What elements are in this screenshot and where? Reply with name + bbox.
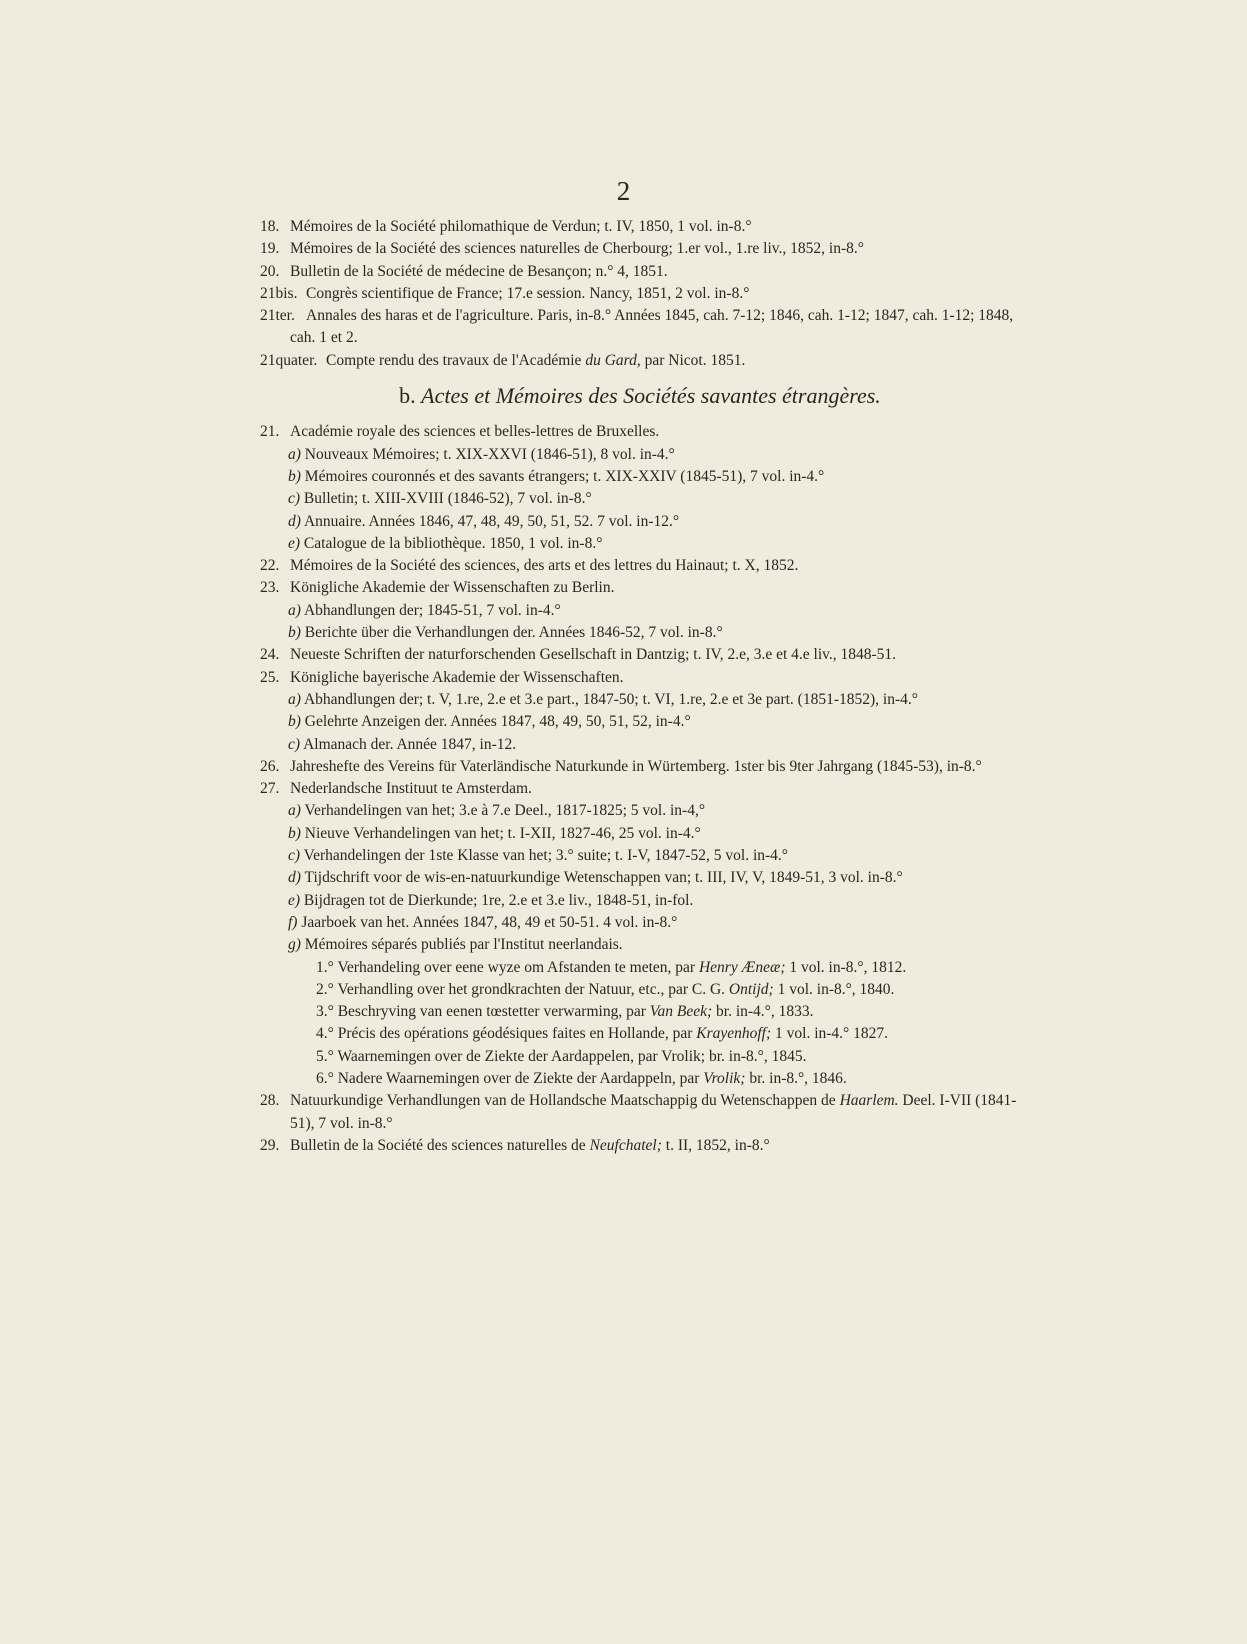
- section-label: b.: [399, 383, 416, 409]
- list-item: [260, 1090, 1020, 1135]
- entry-text: Bulletin de la Société des sciences naturelles de: [290, 1136, 590, 1154]
- sub-item: [260, 711, 1020, 733]
- sub-item: [260, 533, 1020, 555]
- sub-sub-number: 1.°: [316, 958, 334, 976]
- sub-sub-text: Précis des opérations géodésiques faites en Hollande, par: [337, 1025, 697, 1043]
- sub-sub-text: 1 vol. in-8.°, 1812.: [785, 958, 907, 976]
- sub-item: [260, 511, 1020, 533]
- sub-sub-number: 6.°: [316, 1069, 334, 1087]
- sub-letter: g): [288, 936, 301, 954]
- catalogue-list: [260, 216, 1020, 1157]
- sub-sub-text: Verhandling over het grondkrachten der Natuur, etc., par C. G.: [337, 980, 729, 998]
- entry-number: 25.: [260, 668, 280, 686]
- section-heading: [260, 385, 1020, 407]
- entry-number: 23.: [260, 579, 280, 597]
- author-name: Ontijd;: [728, 980, 774, 998]
- sub-sub-item: [260, 1001, 1020, 1023]
- sub-item: [260, 890, 1020, 912]
- sub-item: [260, 622, 1020, 644]
- list-item: [260, 778, 1020, 800]
- sub-sub-number: 4.°: [316, 1025, 334, 1043]
- sub-sub-text: Waarnemingen over de Ziekte der Aardappelen, par Vrolik; br. in-8.°, 1845.: [337, 1047, 807, 1065]
- sub-letter: a): [288, 601, 301, 619]
- list-item: [260, 305, 1020, 350]
- sub-item: [260, 845, 1020, 867]
- entry-number: 21quater.: [260, 351, 318, 369]
- entry-text: Académie royale des sciences et belles-lettres de Bruxelles.: [290, 423, 660, 441]
- list-item: [260, 261, 1020, 283]
- author-name: Henry Æneæ;: [698, 958, 786, 976]
- sub-item: [260, 867, 1020, 889]
- list-item: [260, 216, 1020, 238]
- sub-item: [260, 444, 1020, 466]
- sub-item: [260, 488, 1020, 510]
- sub-sub-text: Beschryving van eenen tœstetter verwarming, par: [337, 1003, 650, 1021]
- sub-letter: b): [288, 713, 301, 731]
- sub-letter: c): [288, 490, 301, 508]
- sub-sub-item: [260, 1046, 1020, 1068]
- sub-letter: a): [288, 690, 301, 708]
- sub-sub-item: [260, 979, 1020, 1001]
- sub-item: [260, 934, 1020, 956]
- author-name: Van Beek;: [649, 1003, 713, 1021]
- sub-text: Nieuve Verhandelingen van het; t. I-XII, 1827-46, 25 vol. in-4.°: [304, 824, 701, 842]
- list-item: [260, 283, 1020, 305]
- entry-number: 21bis.: [260, 284, 298, 302]
- entry-text: Mémoires de la Société philomathique de Verdun; t. IV, 1850, 1 vol. in-8.°: [290, 218, 752, 235]
- entry-text: Königliche Akademie der Wissenschaften zu Berlin.: [290, 579, 615, 597]
- entry-text-italic: du Gard,: [585, 351, 641, 369]
- list-item: [260, 421, 1020, 443]
- sub-letter: a): [288, 445, 301, 463]
- sub-sub-text: br. in-8.°, 1846.: [745, 1069, 847, 1087]
- entry-number: 28.: [260, 1092, 280, 1110]
- entry-text: Königliche bayerische Akademie der Wissenschaften.: [290, 668, 624, 686]
- sub-item: [260, 600, 1020, 622]
- page-number: 2: [616, 176, 631, 206]
- entry-text: t. II, 1852, in-8.°: [661, 1136, 770, 1154]
- sub-text: Catalogue de la bibliothèque. 1850, 1 vol. in-8.°: [303, 534, 603, 552]
- sub-text: Verhandelingen der 1ste Klasse van het; 3.° suite; t. I-V, 1847-52, 5 vol. in-4.°: [303, 847, 788, 865]
- author-name: Vrolik;: [703, 1069, 746, 1087]
- entry-text: Deel. I-VII (1841-51), 7 vol. in-8.°: [290, 1092, 1017, 1132]
- entry-text: par Nicot. 1851.: [640, 351, 746, 369]
- entry-text-italic: Neufchatel;: [589, 1136, 662, 1154]
- list-item: [260, 1135, 1020, 1157]
- entry-text: Neueste Schriften der naturforschenden Gesellschaft in Dantzig; t. IV, 2.e, 3.e et 4.e liv., 1848-51.: [290, 646, 897, 664]
- entry-text: Annales des haras et de l'agriculture. Paris, in-8.° Années 1845, cah. 7-12; 1846, cah. 1-12; 1847, cah. 1-12; 1848, cah. 1 et 2.: [290, 307, 1014, 347]
- sub-sub-item: [260, 1068, 1020, 1090]
- sub-letter: f): [288, 913, 298, 931]
- list-item: [260, 644, 1020, 666]
- sub-letter: c): [288, 847, 301, 865]
- sub-letter: e): [288, 534, 301, 552]
- entry-number: 22.: [260, 557, 280, 575]
- entry-number: 27.: [260, 780, 280, 798]
- list-item: [260, 667, 1020, 689]
- sub-text: Almanach der. Année 1847, in-12.: [303, 735, 517, 753]
- list-item: [260, 555, 1020, 577]
- entry-text: Congrès scientifique de France; 17.e session. Nancy, 1851, 2 vol. in-8.°: [306, 284, 750, 302]
- entry-text: Jahreshefte des Vereins für Vaterländische Naturkunde in Würtemberg. 1ster bis 9ter Jahrgang (1845-53), in-8.°: [290, 757, 982, 775]
- entry-number: 26.: [260, 757, 280, 775]
- sub-text: Mémoires couronnés et des savants étrangers; t. XIX-XXIV (1845-51), 7 vol. in-4.°: [304, 467, 825, 485]
- entry-number: 21.: [260, 423, 280, 441]
- sub-text: Mémoires séparés publiés par l'Institut neerlandais.: [304, 936, 623, 954]
- sub-letter: d): [288, 512, 301, 530]
- entry-number: 19.: [260, 240, 280, 258]
- sub-letter: b): [288, 467, 301, 485]
- sub-letter: b): [288, 824, 301, 842]
- sub-text: Abhandlungen der; 1845-51, 7 vol. in-4.°: [303, 601, 561, 619]
- entry-number: 18.: [260, 218, 280, 235]
- sub-text: Verhandelingen van het; 3.e à 7.e Deel., 1817-1825; 5 vol. in-4,°: [304, 802, 706, 820]
- author-name: Krayenhoff;: [696, 1025, 772, 1043]
- sub-sub-number: 3.°: [316, 1003, 334, 1021]
- sub-text: Tijdschrift voor de wis-en-natuurkundige Wetenschappen van; t. III, IV, V, 1849-51, 3 vol. in-8.°: [304, 869, 903, 887]
- list-item: [260, 238, 1020, 260]
- sub-text: Abhandlungen der; t. V, 1.re, 2.e et 3.e part., 1847-50; t. VI, 1.re, 2.e et 3e part. (1851-1852), in-4.°: [303, 690, 918, 708]
- entry-text: Bulletin de la Société de médecine de Besançon; n.° 4, 1851.: [290, 262, 668, 280]
- sub-sub-text: Nadere Waarnemingen over de Ziekte der Aardappeln, par: [337, 1069, 704, 1087]
- entry-number: 29.: [260, 1136, 280, 1154]
- sub-text: Bijdragen tot de Dierkunde; 1re, 2.e et 3.e liv., 1848-51, in-fol.: [303, 891, 694, 909]
- list-item: [260, 756, 1020, 778]
- sub-item: [260, 734, 1020, 756]
- entry-text-italic: Haarlem.: [839, 1092, 899, 1110]
- sub-item: [260, 912, 1020, 934]
- entry-number: 20.: [260, 262, 280, 280]
- sub-letter: d): [288, 869, 301, 887]
- sub-sub-item: [260, 957, 1020, 979]
- sub-sub-text: 1 vol. in-8.°, 1840.: [773, 980, 895, 998]
- sub-sub-text: 1 vol. in-4.° 1827.: [771, 1025, 889, 1043]
- sub-letter: b): [288, 624, 301, 642]
- sub-sub-text: br. in-4.°, 1833.: [712, 1003, 814, 1021]
- sub-text: Bulletin; t. XIII-XVIII (1846-52), 7 vol. in-8.°: [303, 490, 592, 508]
- section-title: Actes et Mémoires des Sociétés savantes étrangères.: [421, 383, 881, 409]
- sub-text: Berichte über die Verhandlungen der. Années 1846-52, 7 vol. in-8.°: [304, 624, 723, 642]
- list-item: [260, 350, 1020, 372]
- entry-text: Mémoires de la Société des sciences, des arts et des lettres du Hainaut; t. X, 1852.: [290, 557, 799, 575]
- sub-text: Gelehrte Anzeigen der. Années 1847, 48, 49, 50, 51, 52, in-4.°: [304, 713, 691, 731]
- sub-letter: e): [288, 891, 301, 909]
- sub-text: Jaarboek van het. Années 1847, 48, 49 et 50-51. 4 vol. in-8.°: [301, 913, 678, 931]
- sub-text: Nouveaux Mémoires; t. XIX-XXVI (1846-51), 8 vol. in-4.°: [304, 445, 675, 463]
- entry-text: Natuurkundige Verhandlungen van de Hollandsche Maatschappig du Wetenschappen de: [290, 1092, 840, 1110]
- entry-number: 21ter.: [260, 307, 295, 325]
- sub-letter: c): [288, 735, 301, 753]
- sub-sub-item: [260, 1023, 1020, 1045]
- sub-item: [260, 823, 1020, 845]
- sub-sub-number: 2.°: [316, 980, 334, 998]
- sub-sub-text: Verhandeling over eene wyze om Afstanden te meten, par: [337, 958, 699, 976]
- sub-sub-number: 5.°: [316, 1047, 334, 1065]
- entry-text: Mémoires de la Société des sciences naturelles de Cherbourg; 1.er vol., 1.re liv., 1852, in-8.°: [290, 240, 864, 258]
- sub-item: [260, 466, 1020, 488]
- entry-text: Nederlandsche Instituut te Amsterdam.: [290, 780, 532, 798]
- list-item: [260, 577, 1020, 599]
- entry-text: Compte rendu des travaux de l'Académie: [326, 351, 586, 369]
- sub-letter: a): [288, 802, 301, 820]
- sub-text: Annuaire. Années 1846, 47, 48, 49, 50, 51, 52. 7 vol. in-12.°: [303, 512, 680, 530]
- sub-item: [260, 800, 1020, 822]
- sub-item: [260, 689, 1020, 711]
- entry-number: 24.: [260, 646, 280, 664]
